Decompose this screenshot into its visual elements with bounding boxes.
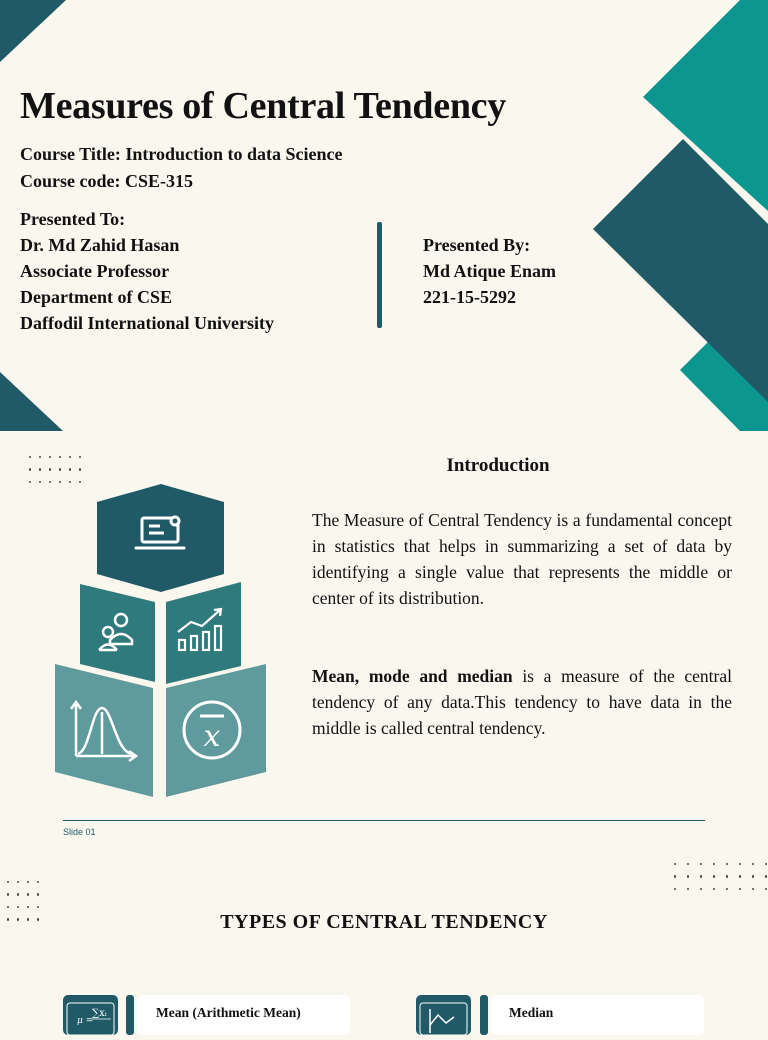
- intro-paragraph-2: [312, 663, 732, 741]
- slide-number: Slide 01: [63, 827, 96, 837]
- dot: [674, 875, 676, 877]
- divider-bar: [377, 222, 382, 328]
- presented-to-univ: Daffodil International University: [20, 313, 274, 333]
- card-accent-2: [480, 995, 488, 1035]
- dot: [17, 906, 19, 908]
- dot: [687, 875, 689, 877]
- para-rest: is a measure of the central tendency of any data.This tendency to have data in the middle is called central tendency.: [312, 666, 732, 738]
- dot: [700, 875, 702, 877]
- dot: [752, 888, 754, 890]
- presented-by-name: Md Atique Enam: [423, 261, 557, 281]
- card-accent: [126, 995, 134, 1035]
- dot: [79, 456, 81, 458]
- presented-to-name: Dr. Md Zahid Hasan: [20, 235, 180, 255]
- dot: [59, 468, 61, 470]
- presented-to-label: Presented To:: [20, 209, 126, 229]
- dot: [765, 888, 767, 890]
- footer-line: [63, 820, 705, 821]
- dot: [700, 863, 702, 865]
- dot: [29, 456, 31, 458]
- dot: [726, 888, 728, 890]
- dot: [739, 863, 741, 865]
- dot: [713, 888, 715, 890]
- dot: [726, 863, 728, 865]
- page-title: Measures of Central Tendency: [20, 85, 506, 127]
- mean-card: [137, 995, 350, 1035]
- dot: [674, 888, 676, 890]
- mean-card-label: Mean (Arithmetic Mean): [156, 1005, 301, 1020]
- presented-by-id: 221-15-5292: [423, 287, 516, 307]
- bold-terms: Mean, mode and median: [312, 666, 513, 686]
- dot: [674, 863, 676, 865]
- presented-by-label: Presented By:: [423, 235, 531, 255]
- types-heading: TYPES OF CENTRAL TENDENCY: [220, 911, 548, 933]
- dot: [27, 893, 29, 895]
- dot: [7, 906, 9, 908]
- svg-text:x: x: [203, 719, 221, 754]
- mean-formula-icon: [63, 995, 118, 1035]
- dot: [79, 468, 81, 470]
- dot: [49, 468, 51, 470]
- dot: [752, 863, 754, 865]
- top-left-triangle: [0, 0, 66, 62]
- dot: [739, 888, 741, 890]
- dot: [37, 881, 39, 883]
- dot: [726, 875, 728, 877]
- icon-cluster: [50, 480, 270, 800]
- dot: [687, 863, 689, 865]
- dot: [7, 881, 9, 883]
- dot: [752, 875, 754, 877]
- dot-pattern-right: [674, 863, 768, 890]
- dot: [39, 468, 41, 470]
- dot: [17, 881, 19, 883]
- dot: [37, 893, 39, 895]
- laptop-tile: [97, 484, 224, 592]
- intro-heading: Introduction: [446, 455, 550, 476]
- median-card: [491, 995, 704, 1035]
- dot: [27, 881, 29, 883]
- dot: [765, 875, 767, 877]
- dot: [69, 468, 71, 470]
- dot: [739, 875, 741, 877]
- course-title: Course Title: Introduction to data Science: [20, 144, 343, 164]
- formula-text: ∑xᵢ: [92, 1008, 107, 1019]
- intro-paragraph: The Measure of Central Tendency is a fundamental concept in statistics that helps in summarizing a set of data by identifying a single value that represents the middle or center of its distribution.: [312, 510, 732, 608]
- users-tile: [80, 584, 155, 682]
- title-slide: [0, 0, 768, 431]
- course-code: Course code: CSE-315: [20, 171, 193, 191]
- bottom-left-triangle: [0, 372, 63, 431]
- dot: [37, 906, 39, 908]
- curve-tile: [55, 664, 153, 797]
- median-card-label: Median: [509, 1005, 554, 1020]
- dot: [49, 456, 51, 458]
- dot: [27, 906, 29, 908]
- dot: [687, 888, 689, 890]
- dot: [700, 888, 702, 890]
- dot: [17, 893, 19, 895]
- dot: [713, 875, 715, 877]
- presented-to-dept: Department of CSE: [20, 287, 172, 307]
- median-chart-icon: [416, 995, 471, 1035]
- dot: [39, 456, 41, 458]
- dot: [59, 456, 61, 458]
- dot: [713, 863, 715, 865]
- dot: [69, 456, 71, 458]
- dot: [39, 481, 41, 483]
- dot: [765, 863, 767, 865]
- dot: [7, 893, 9, 895]
- svg-text:μ =: μ =: [77, 1016, 94, 1026]
- dot: [29, 468, 31, 470]
- dot: [29, 481, 31, 483]
- presented-to-role: Associate Professor: [20, 261, 170, 281]
